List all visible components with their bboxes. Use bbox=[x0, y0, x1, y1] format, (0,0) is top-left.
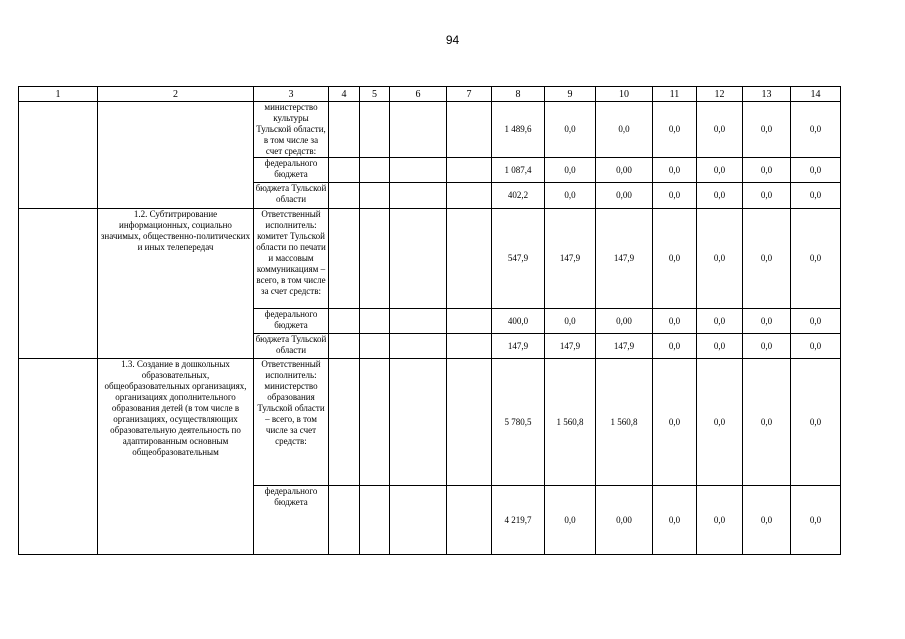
value-cell: 147,9 bbox=[545, 334, 596, 359]
empty-cell bbox=[360, 209, 390, 309]
responsible-cell: федерального бюджета bbox=[254, 158, 329, 183]
value-cell: 0,0 bbox=[697, 102, 743, 158]
empty-cell bbox=[329, 102, 360, 158]
value-cell: 0,0 bbox=[791, 334, 841, 359]
empty-cell bbox=[360, 359, 390, 486]
value-cell: 0,0 bbox=[653, 359, 697, 486]
value-cell: 0,0 bbox=[653, 102, 697, 158]
value-cell: 1 489,6 bbox=[492, 102, 545, 158]
header-cell: 2 bbox=[98, 87, 254, 102]
header-cell: 11 bbox=[653, 87, 697, 102]
empty-cell bbox=[360, 158, 390, 183]
value-cell: 0,0 bbox=[743, 209, 791, 309]
empty-cell bbox=[390, 209, 447, 309]
value-cell: 0,0 bbox=[743, 183, 791, 209]
value-cell: 0,0 bbox=[653, 183, 697, 209]
responsible-cell: федерального бюджета bbox=[254, 486, 329, 555]
header-row bbox=[19, 87, 841, 102]
value-cell: 0,0 bbox=[791, 183, 841, 209]
value-cell: 147,9 bbox=[492, 334, 545, 359]
value-cell: 0,0 bbox=[653, 334, 697, 359]
header-cell: 6 bbox=[390, 87, 447, 102]
value-cell: 147,9 bbox=[596, 334, 653, 359]
value-cell: 0,0 bbox=[697, 334, 743, 359]
empty-cell bbox=[329, 334, 360, 359]
value-cell: 0,0 bbox=[545, 102, 596, 158]
header-cell: 1 bbox=[19, 87, 98, 102]
value-cell: 400,0 bbox=[492, 309, 545, 334]
empty-cell bbox=[390, 102, 447, 158]
value-cell: 0,0 bbox=[697, 183, 743, 209]
col1-cell bbox=[19, 359, 98, 555]
value-cell: 0,0 bbox=[697, 309, 743, 334]
value-cell: 0,0 bbox=[653, 309, 697, 334]
empty-cell bbox=[390, 158, 447, 183]
value-cell: 4 219,7 bbox=[492, 486, 545, 555]
measure-name-cell: 1.2. Субтитрирование информационных, социально значимых, общественно-политических и иных телепередач bbox=[98, 209, 254, 359]
header-cell: 5 bbox=[360, 87, 390, 102]
empty-cell bbox=[360, 334, 390, 359]
empty-cell bbox=[447, 102, 492, 158]
value-cell: 0,0 bbox=[791, 309, 841, 334]
header-cell: 12 bbox=[697, 87, 743, 102]
empty-cell bbox=[390, 334, 447, 359]
empty-cell bbox=[360, 102, 390, 158]
empty-cell bbox=[447, 158, 492, 183]
empty-cell bbox=[390, 183, 447, 209]
empty-cell bbox=[447, 334, 492, 359]
empty-cell bbox=[447, 359, 492, 486]
value-cell: 147,9 bbox=[545, 209, 596, 309]
empty-cell bbox=[329, 209, 360, 309]
value-cell: 0,0 bbox=[545, 158, 596, 183]
value-cell: 0,0 bbox=[791, 359, 841, 486]
value-cell: 0,0 bbox=[743, 309, 791, 334]
value-cell: 402,2 bbox=[492, 183, 545, 209]
value-cell: 0,0 bbox=[697, 209, 743, 309]
empty-cell bbox=[447, 486, 492, 555]
value-cell: 1 087,4 bbox=[492, 158, 545, 183]
value-cell: 0,0 bbox=[791, 209, 841, 309]
empty-cell bbox=[360, 183, 390, 209]
value-cell: 0,0 bbox=[545, 183, 596, 209]
value-cell: 0,0 bbox=[791, 158, 841, 183]
value-cell: 0,00 bbox=[596, 183, 653, 209]
header-cell: 3 bbox=[254, 87, 329, 102]
value-cell: 0,0 bbox=[545, 309, 596, 334]
empty-cell bbox=[329, 158, 360, 183]
value-cell: 1 560,8 bbox=[545, 359, 596, 486]
header-cell: 7 bbox=[447, 87, 492, 102]
value-cell: 0,0 bbox=[791, 102, 841, 158]
value-cell: 547,9 bbox=[492, 209, 545, 309]
empty-cell bbox=[329, 359, 360, 486]
header-cell: 14 bbox=[791, 87, 841, 102]
page-number: 94 bbox=[445, 33, 460, 47]
empty-cell bbox=[329, 183, 360, 209]
value-cell: 0,0 bbox=[743, 334, 791, 359]
value-cell: 0,0 bbox=[697, 359, 743, 486]
header-cell: 9 bbox=[545, 87, 596, 102]
budget-table bbox=[18, 86, 841, 555]
col1-cell bbox=[19, 102, 98, 209]
responsible-cell: министерство культуры Тульской области, в том числе за счет средств: bbox=[254, 102, 329, 158]
empty-cell bbox=[360, 309, 390, 334]
value-cell: 0,00 bbox=[596, 158, 653, 183]
empty-cell bbox=[390, 309, 447, 334]
value-cell: 0,0 bbox=[653, 158, 697, 183]
empty-cell bbox=[447, 183, 492, 209]
empty-cell bbox=[329, 486, 360, 555]
table-row bbox=[19, 102, 841, 158]
measure-name-cell: 1.3. Создание в дошкольных образовательных, общеобразовательных организациях, организациях дополнительного образования детей (в том числе в организациях, осуществляющих образовательную деятельность по адаптированным основным общеобразовательным bbox=[98, 359, 254, 555]
responsible-cell: бюджета Тульской области bbox=[254, 334, 329, 359]
header-cell: 8 bbox=[492, 87, 545, 102]
empty-cell bbox=[390, 359, 447, 486]
responsible-cell: Ответственный исполнитель: комитет Тульской области по печати и массовым коммуникациям – всего, в том числе за счет средств: bbox=[254, 209, 329, 309]
value-cell: 0,0 bbox=[653, 486, 697, 555]
value-cell: 1 560,8 bbox=[596, 359, 653, 486]
value-cell: 0,0 bbox=[743, 102, 791, 158]
value-cell: 0,0 bbox=[743, 158, 791, 183]
header-cell: 4 bbox=[329, 87, 360, 102]
table-row bbox=[19, 209, 841, 309]
empty-cell bbox=[360, 486, 390, 555]
value-cell: 0,0 bbox=[697, 486, 743, 555]
empty-cell bbox=[329, 309, 360, 334]
value-cell: 0,0 bbox=[697, 158, 743, 183]
value-cell: 0,00 bbox=[596, 486, 653, 555]
value-cell: 0,0 bbox=[791, 486, 841, 555]
col1-cell bbox=[19, 209, 98, 359]
value-cell: 0,0 bbox=[545, 486, 596, 555]
value-cell: 0,0 bbox=[653, 209, 697, 309]
empty-cell bbox=[390, 486, 447, 555]
responsible-cell: бюджета Тульской области bbox=[254, 183, 329, 209]
value-cell: 0,00 bbox=[596, 309, 653, 334]
empty-cell bbox=[447, 209, 492, 309]
value-cell: 0,0 bbox=[743, 359, 791, 486]
responsible-cell: Ответственный исполнитель: министерство образования Тульской области – всего, в том числе за счет средств: bbox=[254, 359, 329, 486]
header-cell: 10 bbox=[596, 87, 653, 102]
responsible-cell: федерального бюджета bbox=[254, 309, 329, 334]
value-cell: 0,0 bbox=[743, 486, 791, 555]
col2-cell bbox=[98, 102, 254, 209]
value-cell: 5 780,5 bbox=[492, 359, 545, 486]
empty-cell bbox=[447, 309, 492, 334]
header-cell: 13 bbox=[743, 87, 791, 102]
value-cell: 147,9 bbox=[596, 209, 653, 309]
table-row bbox=[19, 359, 841, 486]
value-cell: 0,0 bbox=[596, 102, 653, 158]
